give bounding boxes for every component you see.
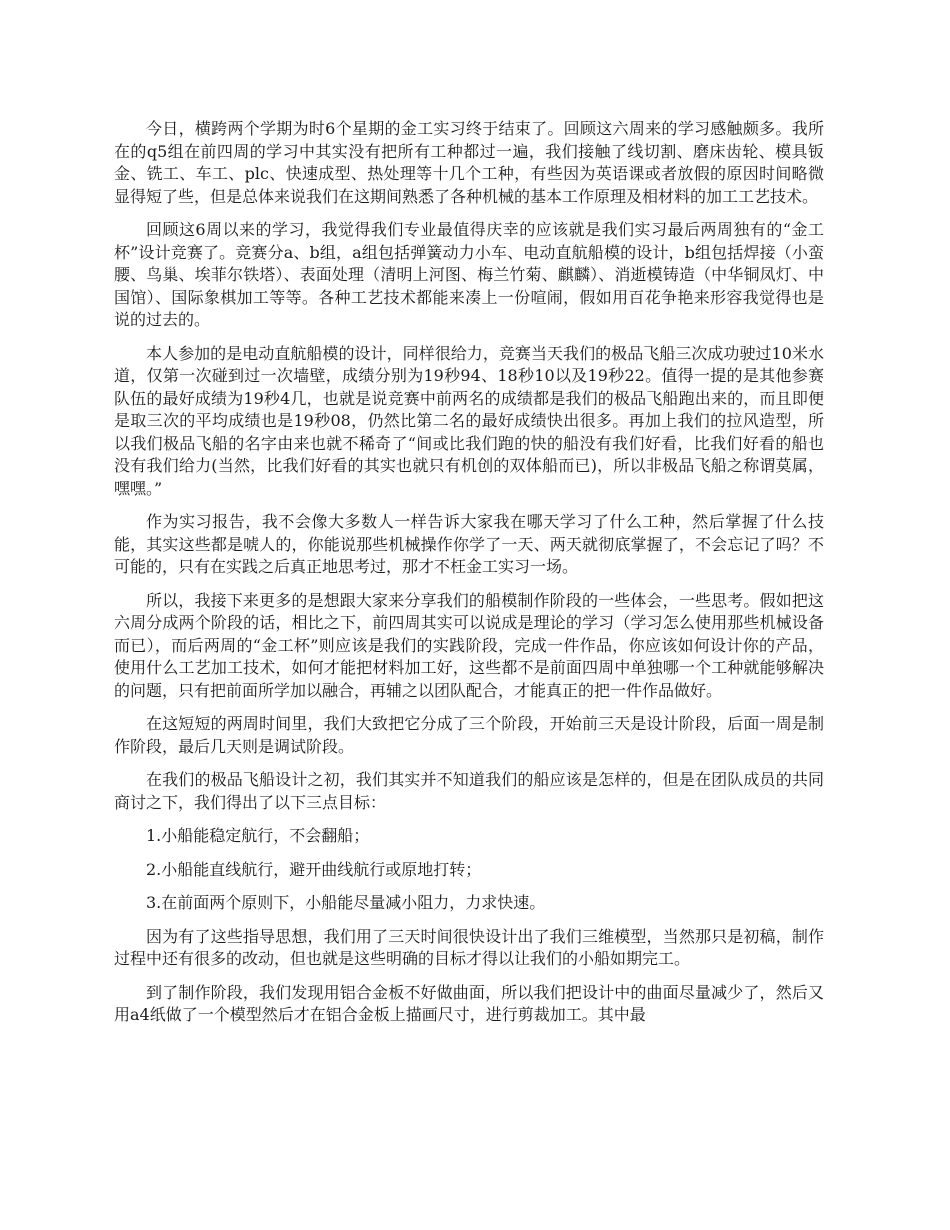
document-body	[114, 118, 824, 1038]
paragraph-boat-results: 本人参加的是电动直航船模的设计，同样很给力，竞赛当天我们的极品飞船三次成功驶过10米水道，仅第一次碰到过一次墙壁，成绩分别为19秒94、18秒10以及19秒22。值得一提的是其他参赛队伍的最好成绩为19秒4几，也就是说竞赛中前两名的成绩都是我们的极品飞船跑出来的，而且即便是取三次的平均成绩也是19秒08，仍然比第二名的最好成绩快出很多。再加上我们的拉风造型，所以我们极品飞船的名字由来也就不稀奇了“间或比我们跑的快的船没有我们好看，比我们好看的船也没有我们给力(当然，比我们好看的其实也就只有机创的双体船而已)，所以非极品飞船之称谓莫属，嘿嘿。”	[114, 343, 824, 498]
paragraph-stages: 在这短短的两周时间里，我们大致把它分成了三个阶段，开始前三天是设计阶段，后面一周是制作阶段，最后几天则是调试阶段。	[114, 714, 824, 756]
paragraph-intro: 今日，横跨两个学期为时6个星期的金工实习终于结束了。回顾这六周来的学习感触颇多。我所在的q5组在前四周的学习中其实没有把所有工种都过一遍，我们接触了线切割、磨床齿轮、模具钣金、铣工、车工、plc、快速成型、热处理等十几个工种，有些因为英语课或者放假的原因时间略微显得短了些，但是总体来说我们在这期间熟悉了各种机械的基本工作原理及相材料的加工工艺技术。	[114, 119, 824, 206]
list-item-goal-2: 2.小船能直线航行，避开曲线航行或原地打转；	[146, 859, 482, 879]
paragraph-3d-model: 因为有了这些指导思想，我们用了三天时间很快设计出了我们三维模型，当然那只是初稿，制作过程中还有很多的改动，但也就是这些明确的目标才得以让我们的小船如期完工。	[114, 926, 824, 968]
paragraph-sharing: 所以，我接下来更多的是想跟大家来分享我们的船模制作阶段的一些体会，一些思考。假如把这六周分成两个阶段的话，相比之下，前四周其实可以说成是理论的学习（学习怎么使用那些机械设备而已），而后两周的“金工杯”则应该是我们的实践阶段，完成一件作品，你应该如何设计你的产品，使用什么工艺加工技术，如何才能把材料加工好，这些都不是前面四周中单独哪一个工种就能够解决的问题，只有把前面所学加以融合，再辅之以团队配合，才能真正的把一件作品做好。	[114, 590, 824, 700]
list-item-goal-1: 1.小船能稳定航行，不会翻船；	[146, 826, 370, 845]
paragraph-report-reflection: 作为实习报告，我不会像大多数人一样告诉大家我在哪天学习了什么工种，然后掌握了什么技能，其实这些都是唬人的，你能说那些机械操作你学了一天、两天就彻底掌握了，不会忘记了吗？不可能的，只有在实践之后真正地思考过，那才不枉金工实习一场。	[114, 512, 824, 576]
paragraph-design-goals: 在我们的极品飞船设计之初，我们其实并不知道我们的船应该是怎样的，但是在团队成员的共同商讨之下，我们得出了以下三点目标：	[114, 770, 824, 812]
paragraph-competition: 回顾这6周以来的学习，我觉得我们专业最值得庆幸的应该就是我们实习最后两周独有的“金工杯”设计竞赛了。竞赛分a、b组，a组包括弹簧动力小车、电动直航船模的设计，b组包括焊接（小蛮腰、鸟巢、埃菲尔铁塔）、表面处理（清明上河图、梅兰竹菊、麒麟）、消逝模铸造（中华铜凤灯、中国馆）、国际象棋加工等等。各种工艺技术都能来凑上一份喧闹，假如用百花争艳来形容我觉得也是说的过去的。	[114, 220, 824, 329]
list-item-goal-3: 3.在前面两个原则下，小船能尽量减小阻力，力求快速。	[146, 893, 546, 912]
paragraph-production: 到了制作阶段，我们发现用铝合金板不好做曲面，所以我们把设计中的曲面尽量减少了，然后又用a4纸做了一个模型然后才在铝合金板上描画尺寸，进行剪裁加工。其中最	[114, 982, 824, 1024]
